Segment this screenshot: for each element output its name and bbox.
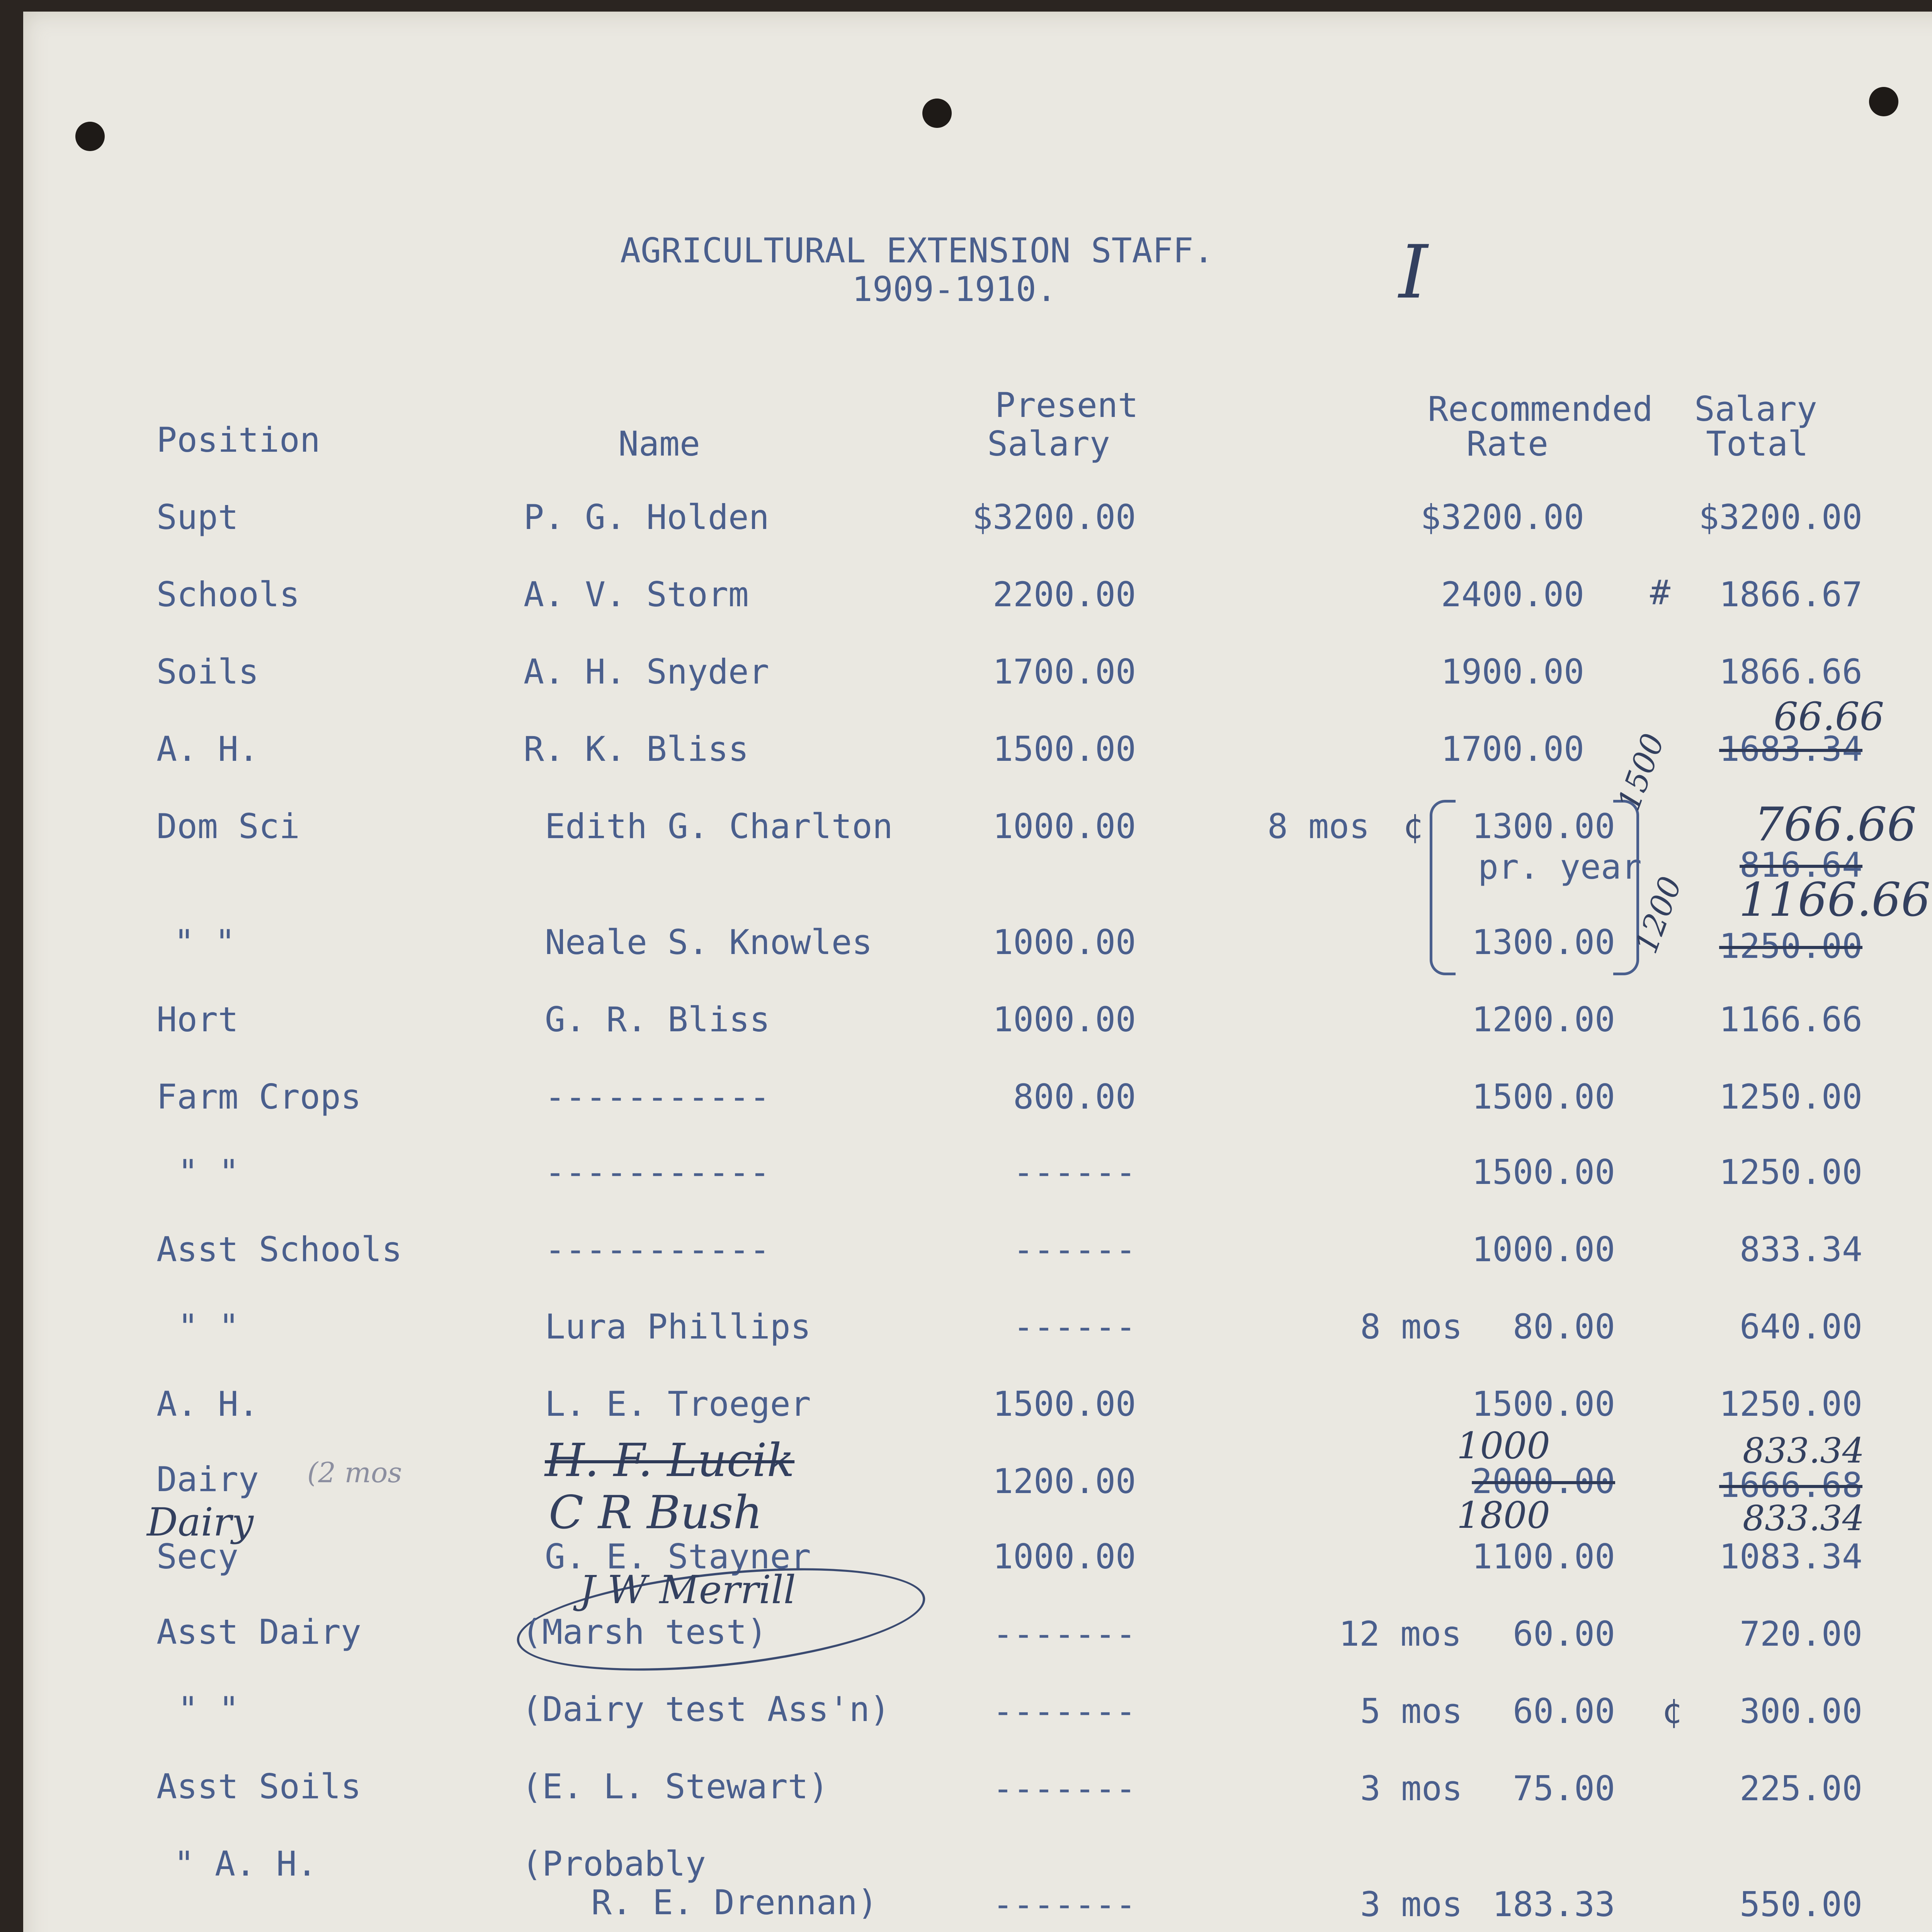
row-total: $3200.00	[1699, 497, 1862, 537]
row-rate: $3200.00	[1420, 497, 1584, 537]
row-rate: 1300.00	[1472, 806, 1615, 846]
row-rate: 1700.00	[1441, 729, 1584, 769]
row-name: A. V. Storm	[524, 575, 749, 614]
row-name: -----------	[545, 1152, 770, 1192]
row-total: 1166.66	[1719, 1000, 1862, 1039]
row-total: 1250.00	[1719, 1077, 1862, 1117]
row-present-salary: 2200.00	[993, 575, 1136, 614]
row-name: G. E. Stayner	[545, 1537, 811, 1577]
row-position: Dairy	[156, 1459, 259, 1499]
row-period: 8 mos	[1360, 1307, 1463, 1347]
row-present-salary: 1000.00	[993, 1000, 1136, 1039]
row-present-salary: -------	[993, 1769, 1136, 1808]
row-rate: 1300.00	[1472, 922, 1615, 962]
row-rate: 1100.00	[1472, 1537, 1615, 1577]
col-present-header-2: Salary	[987, 424, 1110, 464]
row-total: 225.00	[1740, 1769, 1862, 1808]
row-present-salary: -------	[993, 1884, 1136, 1924]
row-name: R. K. Bliss	[524, 729, 749, 769]
row-present-salary: $3200.00	[972, 497, 1136, 537]
row-rate: 1900.00	[1441, 652, 1584, 692]
document-years: 1909-1910.	[852, 269, 1057, 309]
handwritten-total: 1166.66	[1739, 873, 1931, 927]
bracket-right	[1613, 800, 1639, 975]
row-present-salary: ------	[1013, 1307, 1136, 1347]
row-period: 8 mos	[1267, 806, 1370, 846]
row-total-struck: 1250.00	[1719, 926, 1862, 966]
row-rate: 1500.00	[1472, 1077, 1615, 1117]
row-position: " "	[178, 1307, 239, 1347]
row-name: L. E. Troeger	[545, 1384, 811, 1424]
row-position: Asst Schools	[156, 1230, 402, 1269]
document-page	[23, 12, 1932, 1932]
row-present-salary: 1200.00	[993, 1461, 1136, 1501]
handwritten-total: 833.34	[1743, 1430, 1864, 1471]
roman-numeral: I	[1399, 230, 1428, 315]
row-name: -----------	[545, 1230, 770, 1269]
row-position: Dom Sci	[156, 806, 300, 846]
row-present-salary: -------	[993, 1614, 1136, 1654]
row-period: 3 mos	[1360, 1884, 1463, 1924]
row-name: (Marsh test)	[522, 1612, 767, 1652]
row-name: (E. L. Stewart)	[522, 1767, 829, 1806]
margin-note: 1500	[1611, 729, 1672, 815]
row-name: (Probably	[522, 1844, 706, 1884]
row-name: G. R. Bliss	[545, 1000, 770, 1039]
row-total-struck: 816.64	[1740, 845, 1862, 885]
handwritten-note: (2 mos	[307, 1456, 402, 1489]
row-position: Secy	[156, 1537, 238, 1577]
row-total: 1866.67	[1719, 575, 1862, 614]
row-rate: 1500.00	[1472, 1384, 1615, 1424]
handwritten-total: 66.66	[1774, 694, 1884, 739]
footnote-marker: ¢	[1662, 1691, 1682, 1731]
row-rate: 60.00	[1513, 1614, 1615, 1654]
handwritten-name-struck: H. F. Lucik	[545, 1434, 795, 1487]
row-name: Edith G. Charlton	[545, 806, 893, 846]
row-rate-struck: 2000.00	[1472, 1461, 1615, 1501]
row-present-salary: 1700.00	[993, 652, 1136, 692]
row-total-struck: 1683.34	[1719, 729, 1862, 769]
col-total-header: Total	[1706, 424, 1808, 464]
row-rate: 1000.00	[1472, 1230, 1615, 1269]
row-name: Lura Phillips	[545, 1307, 811, 1347]
row-total: 640.00	[1740, 1307, 1862, 1347]
row-present-salary: ------	[1013, 1230, 1136, 1269]
row-position: Asst Dairy	[156, 1612, 361, 1652]
row-total: 833.34	[1740, 1230, 1862, 1269]
row-total: 1866.66	[1719, 652, 1862, 692]
row-name-line-2: R. E. Drennan)	[591, 1883, 878, 1922]
row-rate: 1500.00	[1472, 1152, 1615, 1192]
row-position: A. H.	[156, 1384, 259, 1424]
row-total: 300.00	[1740, 1691, 1862, 1731]
row-rate: 2400.00	[1441, 575, 1584, 614]
rate-note: pr. year	[1478, 847, 1642, 887]
row-present-salary: 1000.00	[993, 806, 1136, 846]
col-salary-header: Salary	[1694, 389, 1817, 429]
col-recommended-header: Recommended	[1428, 389, 1653, 429]
handwritten-name: J W Merrill	[580, 1567, 796, 1612]
handwritten-rate: 1000	[1457, 1425, 1550, 1467]
handwritten-total: 766.66	[1754, 798, 1917, 852]
row-position: " "	[178, 1689, 239, 1729]
row-total: 1250.00	[1719, 1152, 1862, 1192]
row-rate: 1200.00	[1472, 1000, 1615, 1039]
row-position: Asst Soils	[156, 1767, 361, 1806]
handwritten-rate: 1800	[1457, 1494, 1550, 1537]
punch-hole	[922, 99, 952, 128]
row-rate: 183.33	[1492, 1884, 1615, 1924]
punch-hole	[1869, 87, 1898, 116]
row-period: 5 mos	[1360, 1691, 1463, 1731]
row-total: 550.00	[1740, 1884, 1862, 1924]
row-period: 12 mos	[1339, 1614, 1462, 1654]
row-name: P. G. Holden	[524, 497, 769, 537]
row-rate: 60.00	[1513, 1691, 1615, 1731]
row-name: -----------	[545, 1077, 770, 1117]
row-name: Neale S. Knowles	[545, 922, 872, 962]
row-present-salary: 1500.00	[993, 1384, 1136, 1424]
row-present-salary: 1000.00	[993, 1537, 1136, 1577]
row-present-salary: 1000.00	[993, 922, 1136, 962]
row-period: 3 mos	[1360, 1769, 1463, 1808]
row-total-struck: 1666.68	[1719, 1465, 1862, 1505]
row-position: Soils	[156, 652, 259, 692]
row-position: " "	[174, 922, 235, 962]
row-position: " "	[178, 1152, 239, 1192]
punch-hole	[75, 122, 105, 151]
footnote-marker: #	[1650, 573, 1670, 612]
row-position: Supt	[156, 497, 238, 537]
row-position: Hort	[156, 1000, 238, 1039]
row-rate: 80.00	[1513, 1307, 1615, 1347]
row-name: (Dairy test Ass'n)	[522, 1689, 890, 1729]
row-position: " A. H.	[174, 1844, 317, 1884]
row-name: A. H. Snyder	[524, 652, 769, 692]
col-rate-header: Rate	[1466, 424, 1548, 464]
row-present-salary: 800.00	[1013, 1077, 1136, 1117]
row-total: 720.00	[1740, 1614, 1862, 1654]
handwritten-total: 833.34	[1743, 1498, 1864, 1539]
margin-note: 1200	[1628, 872, 1689, 958]
row-total: 1250.00	[1719, 1384, 1862, 1424]
row-present-salary: -------	[993, 1691, 1136, 1731]
row-position: Farm Crops	[156, 1077, 361, 1117]
row-position: Schools	[156, 575, 300, 614]
document-title: AGRICULTURAL EXTENSION STAFF.	[620, 231, 1214, 270]
handwritten-position: Dairy	[147, 1500, 254, 1545]
row-present-salary: ------	[1013, 1152, 1136, 1192]
handwritten-name: C R Bush	[549, 1486, 763, 1539]
row-total: 1083.34	[1719, 1537, 1862, 1577]
row-rate: 75.00	[1513, 1769, 1615, 1808]
row-present-salary: 1500.00	[993, 729, 1136, 769]
row-position: A. H.	[156, 729, 259, 769]
col-name-header: Name	[618, 424, 700, 464]
col-position-header: Position	[156, 420, 320, 460]
col-present-header: Present	[995, 385, 1138, 425]
footnote-marker: ¢	[1403, 806, 1423, 846]
